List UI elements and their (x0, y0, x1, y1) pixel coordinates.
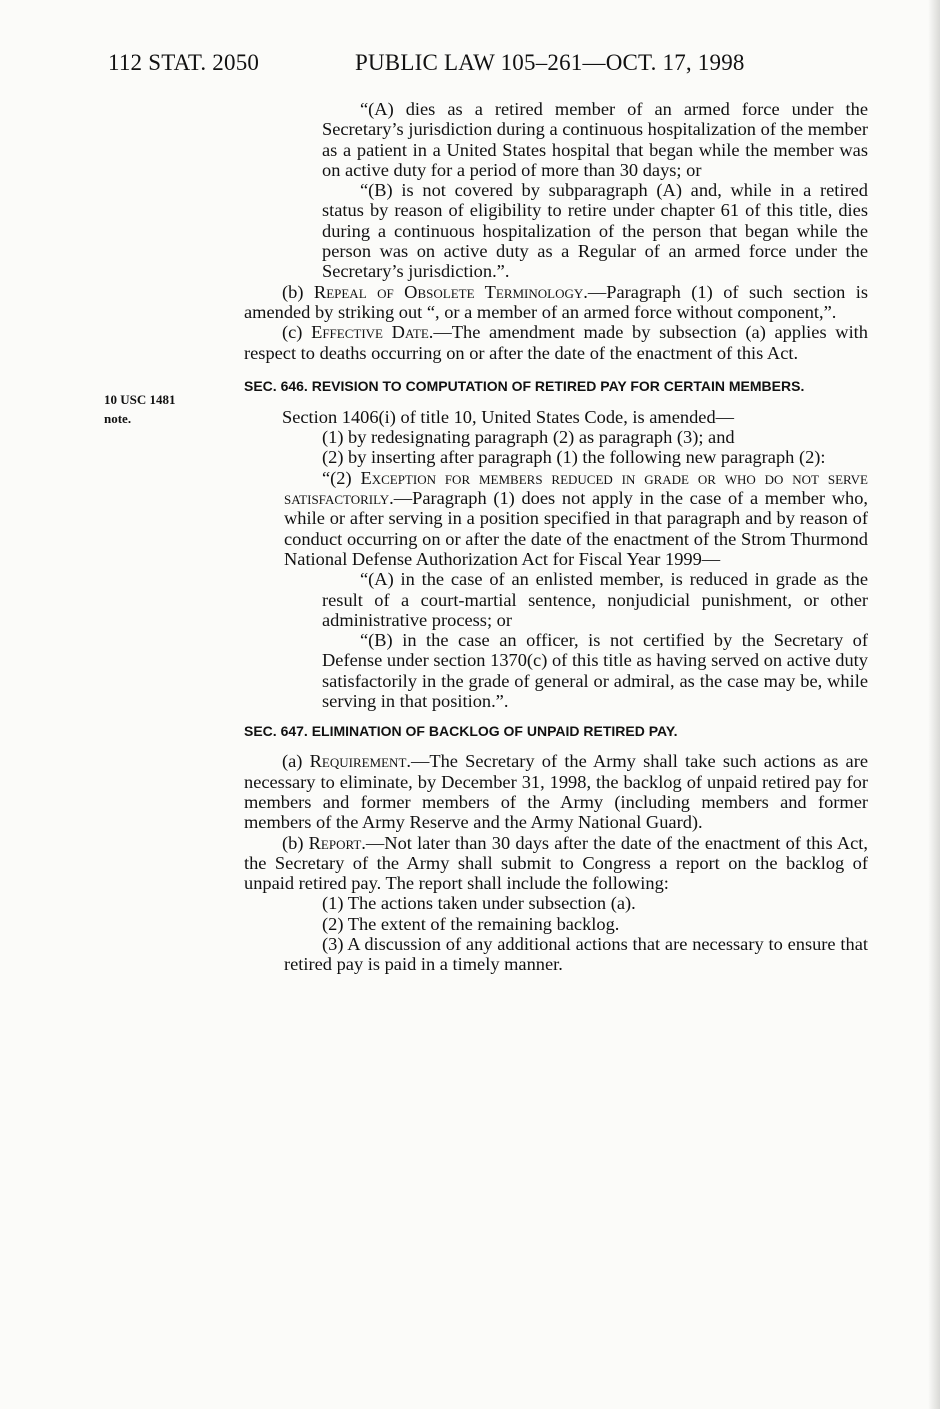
paragraph-2-heading: Exception for members reduced in grade or who do not serve satisfactorily. (284, 467, 868, 509)
subparagraph-b: “(B) is not covered by subparagraph (A) and, while in a retired status by reason of eligibility to retire under chapter 61 of this title, dies during a continuous hospitalization of the person that began while the person was on active duty as a Regular of an armed force under the Secretary’s jurisdiction.”. (322, 180, 868, 282)
public-law-title: PUBLIC LAW 105–261—OCT. 17, 1998 (355, 50, 745, 75)
section-646-intro: Section 1406(i) of title 10, United States Code, is amended— (282, 406, 735, 427)
margin-note-citation: 10 USC 1481 (104, 392, 176, 407)
stat-page-number: 112 STAT. 2050 (108, 50, 260, 75)
subsection-c (244, 322, 868, 363)
subsection-b-label: (b) (282, 281, 314, 302)
subsection-a-heading: Requirement. (309, 751, 411, 772)
margin-note (104, 390, 176, 428)
section-646-subparagraph-b: “(B) in the case an officer, is not certified by the Secretary of Defense under section 1370(c) of this title as having served on active duty satisfactorily in the grade of general or admiral, as the case may be, while serving in that position.”. (322, 630, 868, 712)
subsection-b-text: —Paragraph (1) of such section is amended by striking out “, or a member of an armed force without component,”. (244, 281, 868, 322)
page-edge-shadow (928, 0, 940, 1409)
subsection-c-text: —The amendment made by subsection (a) applies with respect to deaths occurring on or after the date of the enactment of this Act. (244, 322, 868, 363)
document-body (244, 99, 868, 975)
subsection-a-text: —The Secretary of the Army shall take such actions as are necessary to eliminate, by December 31, 1998, the backlog of unpaid retired pay for members and former members of the Army (including members and former members of the Army Reserve and the Army National Guard). (244, 751, 868, 833)
section-647-heading: SEC. 647. ELIMINATION OF BACKLOG OF UNPAID RETIRED PAY. (244, 723, 678, 740)
report-text: —Not later than 30 days after the date of the enactment of this Act, the Secretary of the Army shall submit to Congress a report on the backlog of unpaid retired pay. The report shall include the following: (244, 832, 868, 894)
subsection-c-heading: Effective Date. (311, 322, 434, 343)
section-647-subsection-b (244, 833, 868, 894)
subsection-b-heading: Repeal of Obsolete Terminology. (313, 281, 588, 302)
subsection-b (244, 282, 868, 323)
section-646-subparagraph-a: “(A) in the case of an enlisted member, is reduced in grade as the result of a court-martial sentence, nonjudicial punishment, or other administrative process; or (322, 569, 868, 630)
report-item-2: (2) The extent of the remaining backlog. (322, 913, 620, 934)
section-646-paragraph-2 (244, 468, 868, 569)
report-item-1: (1) The actions taken under subsection (a). (322, 893, 636, 914)
subsection-c-label: (c) (282, 322, 312, 343)
section-646-item-2: (2) by inserting after paragraph (1) the following new paragraph (2): (322, 447, 826, 468)
section-646-heading: SEC. 646. REVISION TO COMPUTATION OF RETIRED PAY FOR CERTAIN MEMBERS. (244, 377, 805, 394)
margin-note-label: note. (104, 411, 132, 426)
report-label: (b) (282, 832, 309, 853)
subsection-a-label: (a) (282, 751, 310, 772)
subparagraph-a: “(A) dies as a retired member of an armed force under the Secretary’s jurisdiction during a continuous hospitalization of the member as a patient in a United States hospital that began while the member was on active duty for a period of more than 30 days; or (322, 99, 868, 180)
paragraph-2-text: —Paragraph (1) does not apply in the case of a member who, while or after serving in a position specified in that paragraph and by reason of conduct occurring on or after the date of the enactment of the Strom Thurmond National Defense Authorization Act for Fiscal Year 1999— (284, 488, 868, 569)
section-647-subsection-a (244, 751, 868, 832)
section-646-item-1: (1) by redesignating paragraph (2) as paragraph (3); and (322, 427, 735, 448)
report-item-3: (3) A discussion of any additional actions that are necessary to ensure that retired pay is paid in a timely manner. (284, 933, 868, 975)
report-heading: Report. (308, 832, 366, 853)
paragraph-2-label: “(2) (322, 467, 361, 488)
